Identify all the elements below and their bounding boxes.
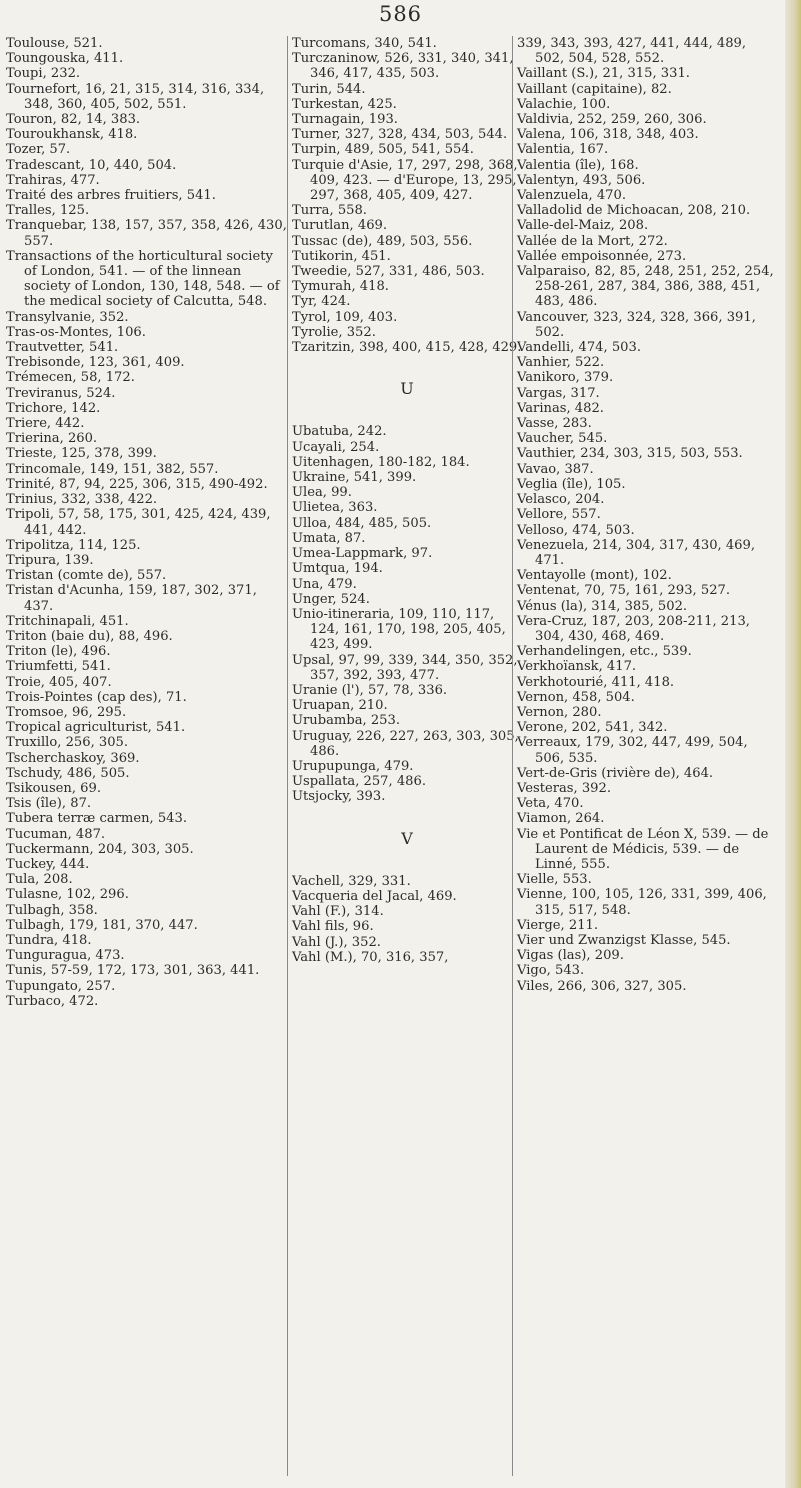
index-entry: Vienne, 100, 105, 126, 331, 399, 406, 315, 517, 548. [517, 887, 767, 918]
index-entry: Turquie d'Asie, 17, 297, 298, 368, 409, 423. — d'Europe, 13, 295, 297, 368, 405, 409, 427. [292, 157, 518, 204]
index-entry: Vesteras, 392. [517, 780, 611, 796]
index-entry: Turczaninow, 526, 331, 340, 341, 346, 417, 435, 503. [292, 51, 514, 82]
index-entry: Valladolid de Michoacan, 208, 210. [517, 203, 751, 219]
index-entry: Ukraine, 541, 399. [292, 470, 417, 486]
index-entry: Valentia (île), 168. [517, 157, 639, 173]
index-entry: Turutlan, 469. [292, 218, 388, 234]
index-entry: Transylvanie, 352. [6, 309, 129, 325]
index-entry: Verreaux, 179, 302, 447, 499, 504, 506, 535. [517, 735, 748, 766]
index-entry: Uspallata, 257, 486. [292, 774, 426, 790]
index-entry: Valena, 106, 318, 348, 403. [517, 127, 699, 143]
index-entry: Ulloa, 484, 485, 505. [292, 515, 432, 531]
index-entry: Turkestan, 425. [292, 96, 397, 112]
index-entry: Tussac (de), 489, 503, 556. [292, 233, 473, 249]
index-entry: Tzaritzin, 398, 400, 415, 428, 429. [292, 340, 522, 356]
page-edge [785, 0, 801, 1488]
index-entry: Vernon, 458, 504. [517, 689, 635, 705]
index-entry: Turner, 327, 328, 434, 503, 544. [292, 127, 508, 143]
index-entry: Tulasne, 102, 296. [6, 887, 129, 903]
index-entry: Vauthier, 234, 303, 315, 503, 553. [517, 446, 743, 462]
index-entry: Vernon, 280. [517, 704, 602, 720]
index-entry: Tripolitza, 114, 125. [6, 537, 141, 553]
index-entry: Vénus (la), 314, 385, 502. [517, 598, 688, 614]
index-entry: Tristan (comte de), 557. [6, 568, 167, 584]
index-entry: Traité des arbres fruitiers, 541. [6, 188, 216, 204]
index-entry: Ventayolle (mont), 102. [517, 568, 672, 584]
index-entry: Tournefort, 16, 21, 315, 314, 316, 334, 348, 360, 405, 502, 551. [6, 81, 265, 112]
index-entry: Ulea, 99. [292, 485, 352, 501]
index-entry: Turin, 544. [292, 81, 366, 97]
index-entry: Uruguay, 226, 227, 263, 303, 305, 486. [292, 728, 519, 759]
index-entry: Turnagain, 193. [292, 112, 398, 128]
index-column-3 [512, 36, 779, 1476]
index-entry: Tuckey, 444. [6, 856, 90, 872]
index-entry: Trieste, 125, 378, 399. [6, 446, 157, 462]
index-entry: Vahl fils, 96. [292, 919, 374, 935]
index-entry: Vanikoro, 379. [517, 370, 614, 386]
index-entry: Vachell, 329, 331. [292, 873, 411, 889]
index-entry: Valparaiso, 82, 85, 248, 251, 252, 254, 258-261, 287, 384, 386, 388, 451, 483, 486. [517, 264, 774, 310]
index-entry: Toupi, 232. [6, 66, 81, 82]
index-entry: Valenzuela, 470. [517, 188, 626, 204]
index-entry: Vigas (las), 209. [517, 948, 624, 964]
index-entry: Trichore, 142. [6, 400, 101, 416]
index-entry: Ubatuba, 242. [292, 424, 387, 440]
index-entry: Vallée de la Mort, 272. [517, 233, 668, 249]
index-entry: Trois-Pointes (cap des), 71. [6, 689, 187, 705]
index-entry: Vacqueria del Jacal, 469. [292, 888, 457, 904]
index-entry: Touroukhansk, 418. [6, 127, 138, 143]
index-entry: Vandelli, 474, 503. [517, 340, 641, 356]
index-entry: Upsal, 97, 99, 339, 344, 350, 352, 357, 392, 393, 477. [292, 652, 518, 683]
index-entry: Truxillo, 256, 305. [6, 735, 129, 751]
index-entry: Vanhier, 522. [517, 355, 605, 371]
index-entry: Tutikorin, 451. [292, 248, 391, 264]
index-entry: Ventenat, 70, 75, 161, 293, 527. [517, 583, 731, 599]
index-entry: Viamon, 264. [517, 811, 605, 827]
page-number: 586 [378, 2, 423, 26]
index-entry: Verhandelingen, etc., 539. [517, 644, 692, 660]
index-entry: Tritchinapali, 451. [6, 613, 129, 629]
index-entry: Vert-de-Gris (rivière de), 464. [517, 765, 714, 781]
index-entry: Unio-itineraria, 109, 110, 117, 124, 161, 170, 198, 205, 405, 423, 499. [292, 606, 506, 653]
index-entry: Valentyn, 493, 506. [517, 172, 646, 188]
index-entry: Vigo, 543. [517, 963, 585, 979]
index-entry: Tyr, 424. [292, 294, 351, 310]
index-entry: Tucuman, 487. [6, 826, 106, 842]
index-entry: Vier und Zwanzigst Klasse, 545. [517, 932, 731, 948]
index-entry: Tunis, 57-59, 172, 173, 301, 363, 441. [6, 963, 260, 979]
index-entry: Touron, 82, 14, 383. [6, 112, 141, 128]
index-entry: Tscherchaskoy, 369. [6, 750, 140, 766]
index-entry: Uitenhagen, 180-182, 184. [292, 454, 470, 470]
index-entry: Vellore, 557. [517, 507, 601, 523]
index-entry: Trinité, 87, 94, 225, 306, 315, 490-492. [6, 476, 268, 492]
index-entry: Vielle, 553. [517, 872, 592, 888]
index-entry: Trautvetter, 541. [6, 340, 119, 356]
index-entry: Urubamba, 253. [292, 713, 400, 729]
index-entry: Vahl (F.), 314. [292, 904, 384, 920]
index-entry: Utsjocky, 393. [292, 789, 386, 805]
index-entry: Tsis (île), 87. [6, 796, 92, 812]
index-entry: Tubera terræ carmen, 543. [6, 811, 187, 827]
index-entry: Turpin, 489, 505, 541, 554. [292, 142, 474, 158]
index-entry: Uranie (l'), 57, 78, 336. [292, 682, 448, 698]
index-entry: Tweedie, 527, 331, 486, 503. [292, 264, 485, 280]
index-entry: Tschudy, 486, 505. [6, 765, 130, 781]
index-entry: Trierina, 260. [6, 431, 98, 447]
index-entry: Vera-Cruz, 187, 203, 208-211, 213, 304, 430, 468, 469. [517, 613, 750, 644]
index-entry: Velloso, 474, 503. [517, 522, 635, 538]
index-entry: Tras-os-Montes, 106. [6, 324, 146, 340]
index-entry: Umea-Lappmark, 97. [292, 546, 433, 562]
index-entry: Trinius, 332, 338, 422. [6, 492, 158, 508]
index-entry: Varinas, 482. [517, 400, 604, 416]
index-entry: Tunguragua, 473. [6, 948, 125, 964]
index-entry: Tupungato, 257. [6, 978, 116, 994]
index-entry: Turbaco, 472. [6, 993, 99, 1009]
index-entry: Trebisonde, 123, 361, 409. [6, 355, 185, 371]
index-entry: Tundra, 418. [6, 932, 92, 948]
index-entry: Ulietea, 363. [292, 500, 378, 516]
index-entry: Transactions of the horticultural society of London, 541. — of the linnean society of London, 130, 148, 548. — of the medical society of Calcutta, 548. [6, 248, 280, 310]
index-entry: Turra, 558. [292, 203, 367, 219]
index-entry: Triere, 442. [6, 416, 85, 432]
index-entry: Troie, 405, 407. [6, 674, 112, 690]
index-entry: Vallée empoisonnée, 273. [517, 248, 687, 264]
index-entry: Tromsoe, 96, 295. [6, 704, 127, 720]
index-column-1 [6, 36, 288, 1009]
index-entry: Una, 479. [292, 576, 357, 592]
index-entry: Unger, 524. [292, 591, 370, 607]
index-entry: Toungouska, 411. [6, 51, 124, 67]
index-entry: Valdivia, 252, 259, 260, 306. [517, 112, 707, 128]
index-entry: Verone, 202, 541, 342. [517, 720, 668, 736]
index-entry: Urupupunga, 479. [292, 758, 414, 774]
index-entry: Tymurah, 418. [292, 279, 389, 295]
index-entry: Tozer, 57. [6, 142, 71, 158]
index-entry: Tralles, 125. [6, 203, 90, 219]
entries-t-continued [292, 36, 522, 355]
index-entry: Verkhoïansk, 417. [517, 659, 637, 675]
index-entry: Vie et Pontificat de Léon X, 539. — de Laurent de Médicis, 539. — de Linné, 555. [517, 826, 769, 872]
index-entry: Triton (le), 496. [6, 644, 111, 660]
index-entry: Treviranus, 524. [6, 385, 116, 401]
index-entry: Vaillant (capitaine), 82. [517, 81, 672, 97]
index-entry: Verkhotourié, 411, 418. [517, 674, 675, 690]
index-entry: Tula, 208. [6, 872, 73, 888]
index-entry: Umata, 87. [292, 530, 366, 546]
index-entry: Tristan d'Acunha, 159, 187, 302, 371, 437. [6, 583, 257, 614]
index-entry: Venezuela, 214, 304, 317, 430, 469, 471. [517, 537, 756, 568]
section-heading-v: V [401, 828, 413, 848]
index-entry: Tripoli, 57, 58, 175, 301, 425, 424, 439, 441, 442. [6, 507, 271, 538]
index-entry: Umtqua, 194. [292, 561, 383, 577]
index-entry: Viles, 266, 306, 327, 305. [517, 978, 687, 994]
index-entry: Trincomale, 149, 151, 382, 557. [6, 461, 219, 477]
index-entry: Tulbagh, 358. [6, 902, 98, 918]
index-entry: Vaillant (S.), 21, 315, 331. [517, 66, 690, 82]
index-column-2 [287, 36, 522, 1476]
index-entry: Valle-del-Maiz, 208. [517, 218, 649, 234]
index-entry: Vahl (J.), 352. [292, 934, 381, 950]
entries-v [292, 874, 522, 965]
index-entry: Vargas, 317. [517, 385, 600, 401]
index-entry: Ucayali, 254. [292, 439, 380, 455]
index-entry: Triton (baie du), 88, 496. [6, 628, 173, 644]
index-entry: Velasco, 204. [517, 492, 605, 508]
index-entry: Valachie, 100. [517, 96, 611, 112]
index-entry: Vierge, 211. [517, 917, 599, 933]
index-entry: Tropical agriculturist, 541. [6, 720, 186, 736]
index-entry: Tradescant, 10, 440, 504. [6, 157, 177, 173]
index-entry: Vaucher, 545. [517, 431, 608, 447]
index-entry: Triumfetti, 541. [6, 659, 111, 675]
index-entry: Trahiras, 477. [6, 172, 100, 188]
index-entry: Vasse, 283. [517, 416, 592, 432]
index-entry: Trémecen, 58, 172. [6, 370, 135, 386]
index-entry: Veta, 470. [517, 796, 584, 812]
index-entry: Turcomans, 340, 541. [292, 36, 437, 51]
index-entry: Tyrolie, 352. [292, 324, 376, 340]
index-entry: Valentia, 167. [517, 142, 609, 158]
index-entry: Tulbagh, 179, 181, 370, 447. [6, 917, 198, 933]
index-entry: 339, 343, 393, 427, 441, 444, 489, 502, 504, 528, 552. [517, 36, 747, 67]
index-entry: Tranquebar, 138, 157, 357, 358, 426, 430, 557. [6, 218, 287, 249]
index-entry: Uruapan, 210. [292, 698, 388, 714]
index-entry: Vavao, 387. [517, 461, 594, 477]
index-entry: Vahl (M.), 70, 316, 357, [292, 949, 449, 965]
index-entry: Tuckermann, 204, 303, 305. [6, 841, 194, 857]
section-heading-u: U [400, 379, 414, 399]
index-entry: Toulouse, 521. [6, 36, 103, 51]
index-entry: Veglia (île), 105. [517, 476, 626, 492]
index-entry: Tsikousen, 69. [6, 780, 101, 796]
entries-u [292, 424, 522, 804]
index-entry: Tripura, 139. [6, 552, 94, 568]
index-entry: Tyrol, 109, 403. [292, 309, 398, 325]
index-entry: Vancouver, 323, 324, 328, 366, 391, 502. [517, 309, 756, 340]
